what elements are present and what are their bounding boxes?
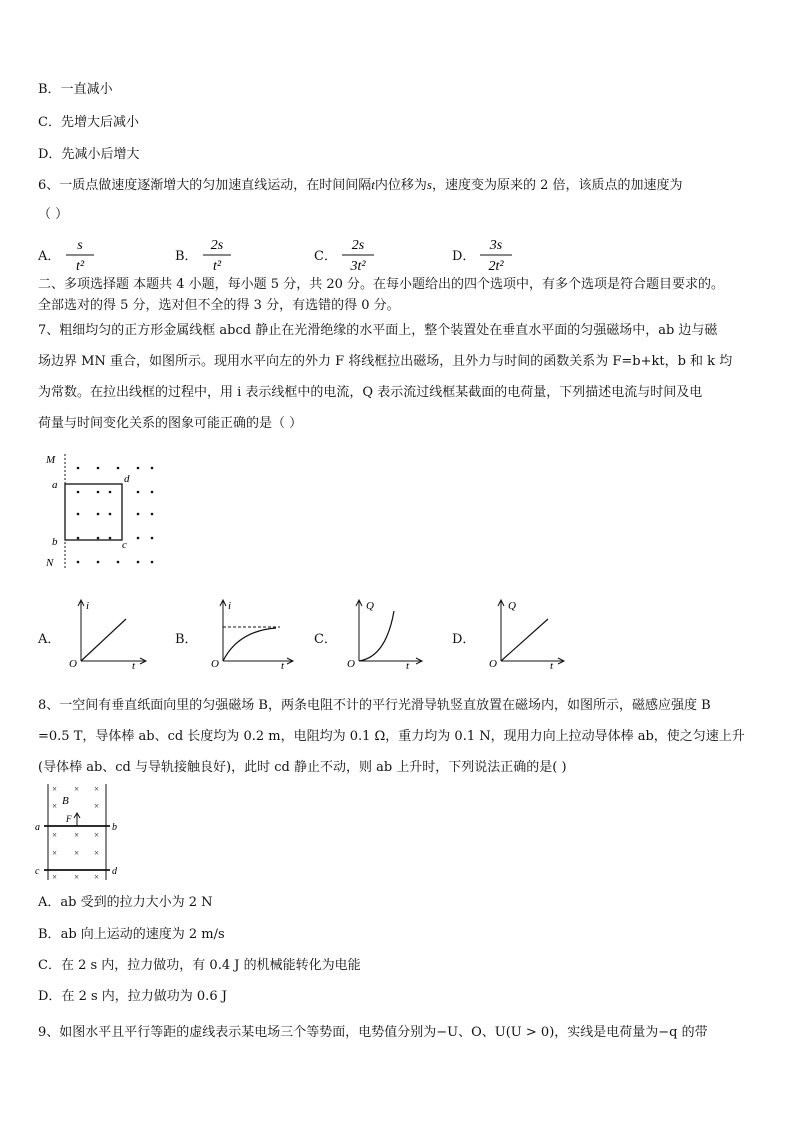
option-text: 先增大后减小: [60, 115, 139, 130]
label-b: b: [112, 822, 117, 833]
svg-text:×: ×: [94, 848, 100, 858]
option-label: A．: [38, 249, 61, 264]
origin-label: O: [489, 658, 497, 669]
section-heading-cont: 全部选对的得 5 分，选对但不全的得 3 分，有选错的得 0 分。: [38, 298, 400, 313]
q7-graph-c: [344, 597, 429, 669]
option-label: A．: [38, 895, 61, 910]
graph-curve-saturating: [223, 628, 276, 661]
y-axis-label: Q: [508, 600, 516, 612]
label-d: d: [124, 473, 130, 485]
option-label: C．: [38, 115, 61, 130]
origin-label: O: [69, 658, 77, 669]
q6-var-t: t: [371, 177, 375, 192]
fraction-denominator: 2t²: [488, 259, 504, 274]
svg-text:×: ×: [52, 784, 58, 794]
q6-text: 6、一质点做速度逐渐增大的匀加速直线运动，在时间间隔: [38, 178, 372, 193]
option-label: B．: [38, 927, 61, 942]
q9-line: 9、如图水平且平行等距的虚线表示某电场三个等势面，电势值分别为−U、O、U(U > 0)，实线是电荷量为−q 的带: [38, 1025, 708, 1040]
option-label: B．: [38, 82, 61, 97]
option-label: D．: [452, 249, 476, 264]
origin-label: O: [347, 658, 355, 669]
q8-line: =0.5 T，导体棒 ab、cd 长度均为 0.2 m，电阻均为 0.1 Ω，重力均为 0.1 N，现用力向上拉动导体棒 ab，使之匀速上升: [38, 729, 745, 744]
q7-option-a-label: A．: [38, 632, 61, 647]
option-d-prev: [38, 146, 139, 164]
label-m: M: [46, 454, 56, 466]
label-n: N: [46, 557, 54, 569]
svg-text:×: ×: [74, 784, 80, 794]
q7-graph-a: [66, 597, 151, 669]
graph-curve-linear: [501, 619, 548, 661]
label-f: F: [66, 814, 72, 824]
y-axis-label: i: [228, 600, 232, 612]
question-6-paren: （ ）: [38, 207, 69, 222]
option-label: D．: [38, 989, 62, 1004]
fraction-denominator: 3t²: [350, 259, 366, 274]
field-dots: [77, 467, 154, 564]
fraction: [338, 236, 378, 274]
q8-option-b: [38, 926, 225, 944]
q7-frame-figure: [40, 450, 165, 575]
label-c: c: [35, 866, 40, 877]
label-b: b: [52, 536, 58, 548]
question-6-stem: [38, 176, 683, 195]
graph-curve-linear: [81, 619, 126, 661]
q8-line: (导体棒 ab、cd 与导轨接触良好)，此时 cd 静止不动，则 ab 上升时，下列说法正确的是( ): [38, 760, 567, 775]
x-axis-label: t: [406, 660, 410, 669]
q7-line: 场边界 MN 重合，如图所示。现用水平向左的外力 F 将线框拉出磁场，且外力与时间的函数关系为 F=b+kt，b 和 k 均: [38, 354, 733, 369]
svg-text:×: ×: [94, 801, 100, 811]
graph-curve-rising: [359, 611, 394, 661]
q7-line: 7、粗细均匀的正方形金属线框 abcd 静止在光滑绝缘的水平面上，整个装置处在垂直水平面的匀强磁场中，ab 边与磁: [38, 323, 718, 338]
option-c-prev: [38, 114, 139, 132]
svg-text:×: ×: [52, 830, 58, 840]
svg-text:×: ×: [74, 872, 80, 882]
option-text: 在 2 s 内，拉力做功为 0.6 J: [61, 989, 227, 1004]
option-label: C．: [314, 249, 337, 264]
label-d: d: [112, 866, 117, 877]
label-c: c: [122, 539, 127, 551]
q7-option-b-label: B．: [175, 632, 198, 647]
fraction-numerator: 2s: [351, 238, 365, 253]
fraction: [476, 236, 516, 274]
svg-text:×: ×: [52, 801, 58, 811]
svg-text:×: ×: [74, 830, 80, 840]
q8-line: 8、一空间有垂直纸面向里的匀强磁场 B，两条电阻不计的平行光滑导轨竖直放置在磁场内，如图所示，磁感应强度 B: [38, 698, 711, 713]
svg-text:×: ×: [74, 848, 80, 858]
q8-option-d: [38, 988, 227, 1006]
q8-option-c: [38, 957, 361, 975]
x-axis-label: t: [550, 660, 554, 669]
fraction-numerator: 3s: [489, 238, 503, 253]
fraction: [199, 236, 235, 274]
fraction-denominator: t²: [75, 259, 85, 274]
svg-text:×: ×: [94, 784, 100, 794]
x-axis-label: t: [281, 660, 285, 669]
fraction-numerator: 2s: [210, 238, 224, 253]
option-text: ab 向上运动的速度为 2 m/s: [60, 927, 225, 942]
label-a: a: [52, 479, 58, 491]
x-axis-label: t: [132, 660, 136, 669]
option-text: 在 2 s 内，拉力做功，有 0.4 J 的机械能转化为电能: [60, 958, 361, 973]
fraction-numerator: s: [77, 238, 83, 253]
svg-text:×: ×: [94, 872, 100, 882]
q7-option-d-label: D．: [452, 632, 476, 647]
field-crosses: [52, 784, 99, 882]
square-frame: [65, 484, 122, 540]
section-heading: 二、多项选择题 本题共 4 小题，每小题 5 分，共 20 分。在每小题给出的四个选项中，有多个选项是符合题目要求的。: [38, 277, 725, 292]
q7-graph-d: [486, 597, 571, 669]
option-b-prev: [38, 81, 113, 99]
q8-option-a: [38, 894, 213, 912]
q7-option-c-label: C．: [314, 632, 337, 647]
q6-var-s: s: [426, 177, 432, 192]
svg-text:×: ×: [52, 872, 58, 882]
label-a: a: [35, 822, 40, 833]
fraction: [62, 236, 98, 274]
fraction-denominator: t²: [212, 259, 222, 274]
q7-line: 为常数。在拉出线框的过程中，用 i 表示线框中的电流，Q 表示流过线框某截面的电荷量，下列描述电流与时间及电: [38, 385, 703, 400]
q8-rail-figure: [34, 782, 124, 882]
option-text: 一直减小: [60, 82, 113, 97]
y-axis-label: i: [86, 600, 90, 612]
option-label: B．: [175, 249, 198, 264]
label-b-field: B: [62, 795, 69, 807]
option-text: 先减小后增大: [61, 147, 140, 162]
y-axis-label: Q: [366, 600, 374, 612]
svg-text:×: ×: [52, 848, 58, 858]
option-label: D．: [38, 147, 62, 162]
q6-text: ，速度变为原来的 2 倍，该质点的加速度为: [431, 178, 683, 193]
option-label: C．: [38, 958, 61, 973]
q6-text: 内位移为: [374, 178, 427, 193]
origin-label: O: [211, 658, 219, 669]
option-text: ab 受到的拉力大小为 2 N: [60, 895, 213, 910]
svg-text:×: ×: [94, 830, 100, 840]
q7-graph-b: [208, 597, 298, 669]
q7-line: 荷量与时间变化关系的图象可能正确的是（ ）: [38, 416, 303, 431]
